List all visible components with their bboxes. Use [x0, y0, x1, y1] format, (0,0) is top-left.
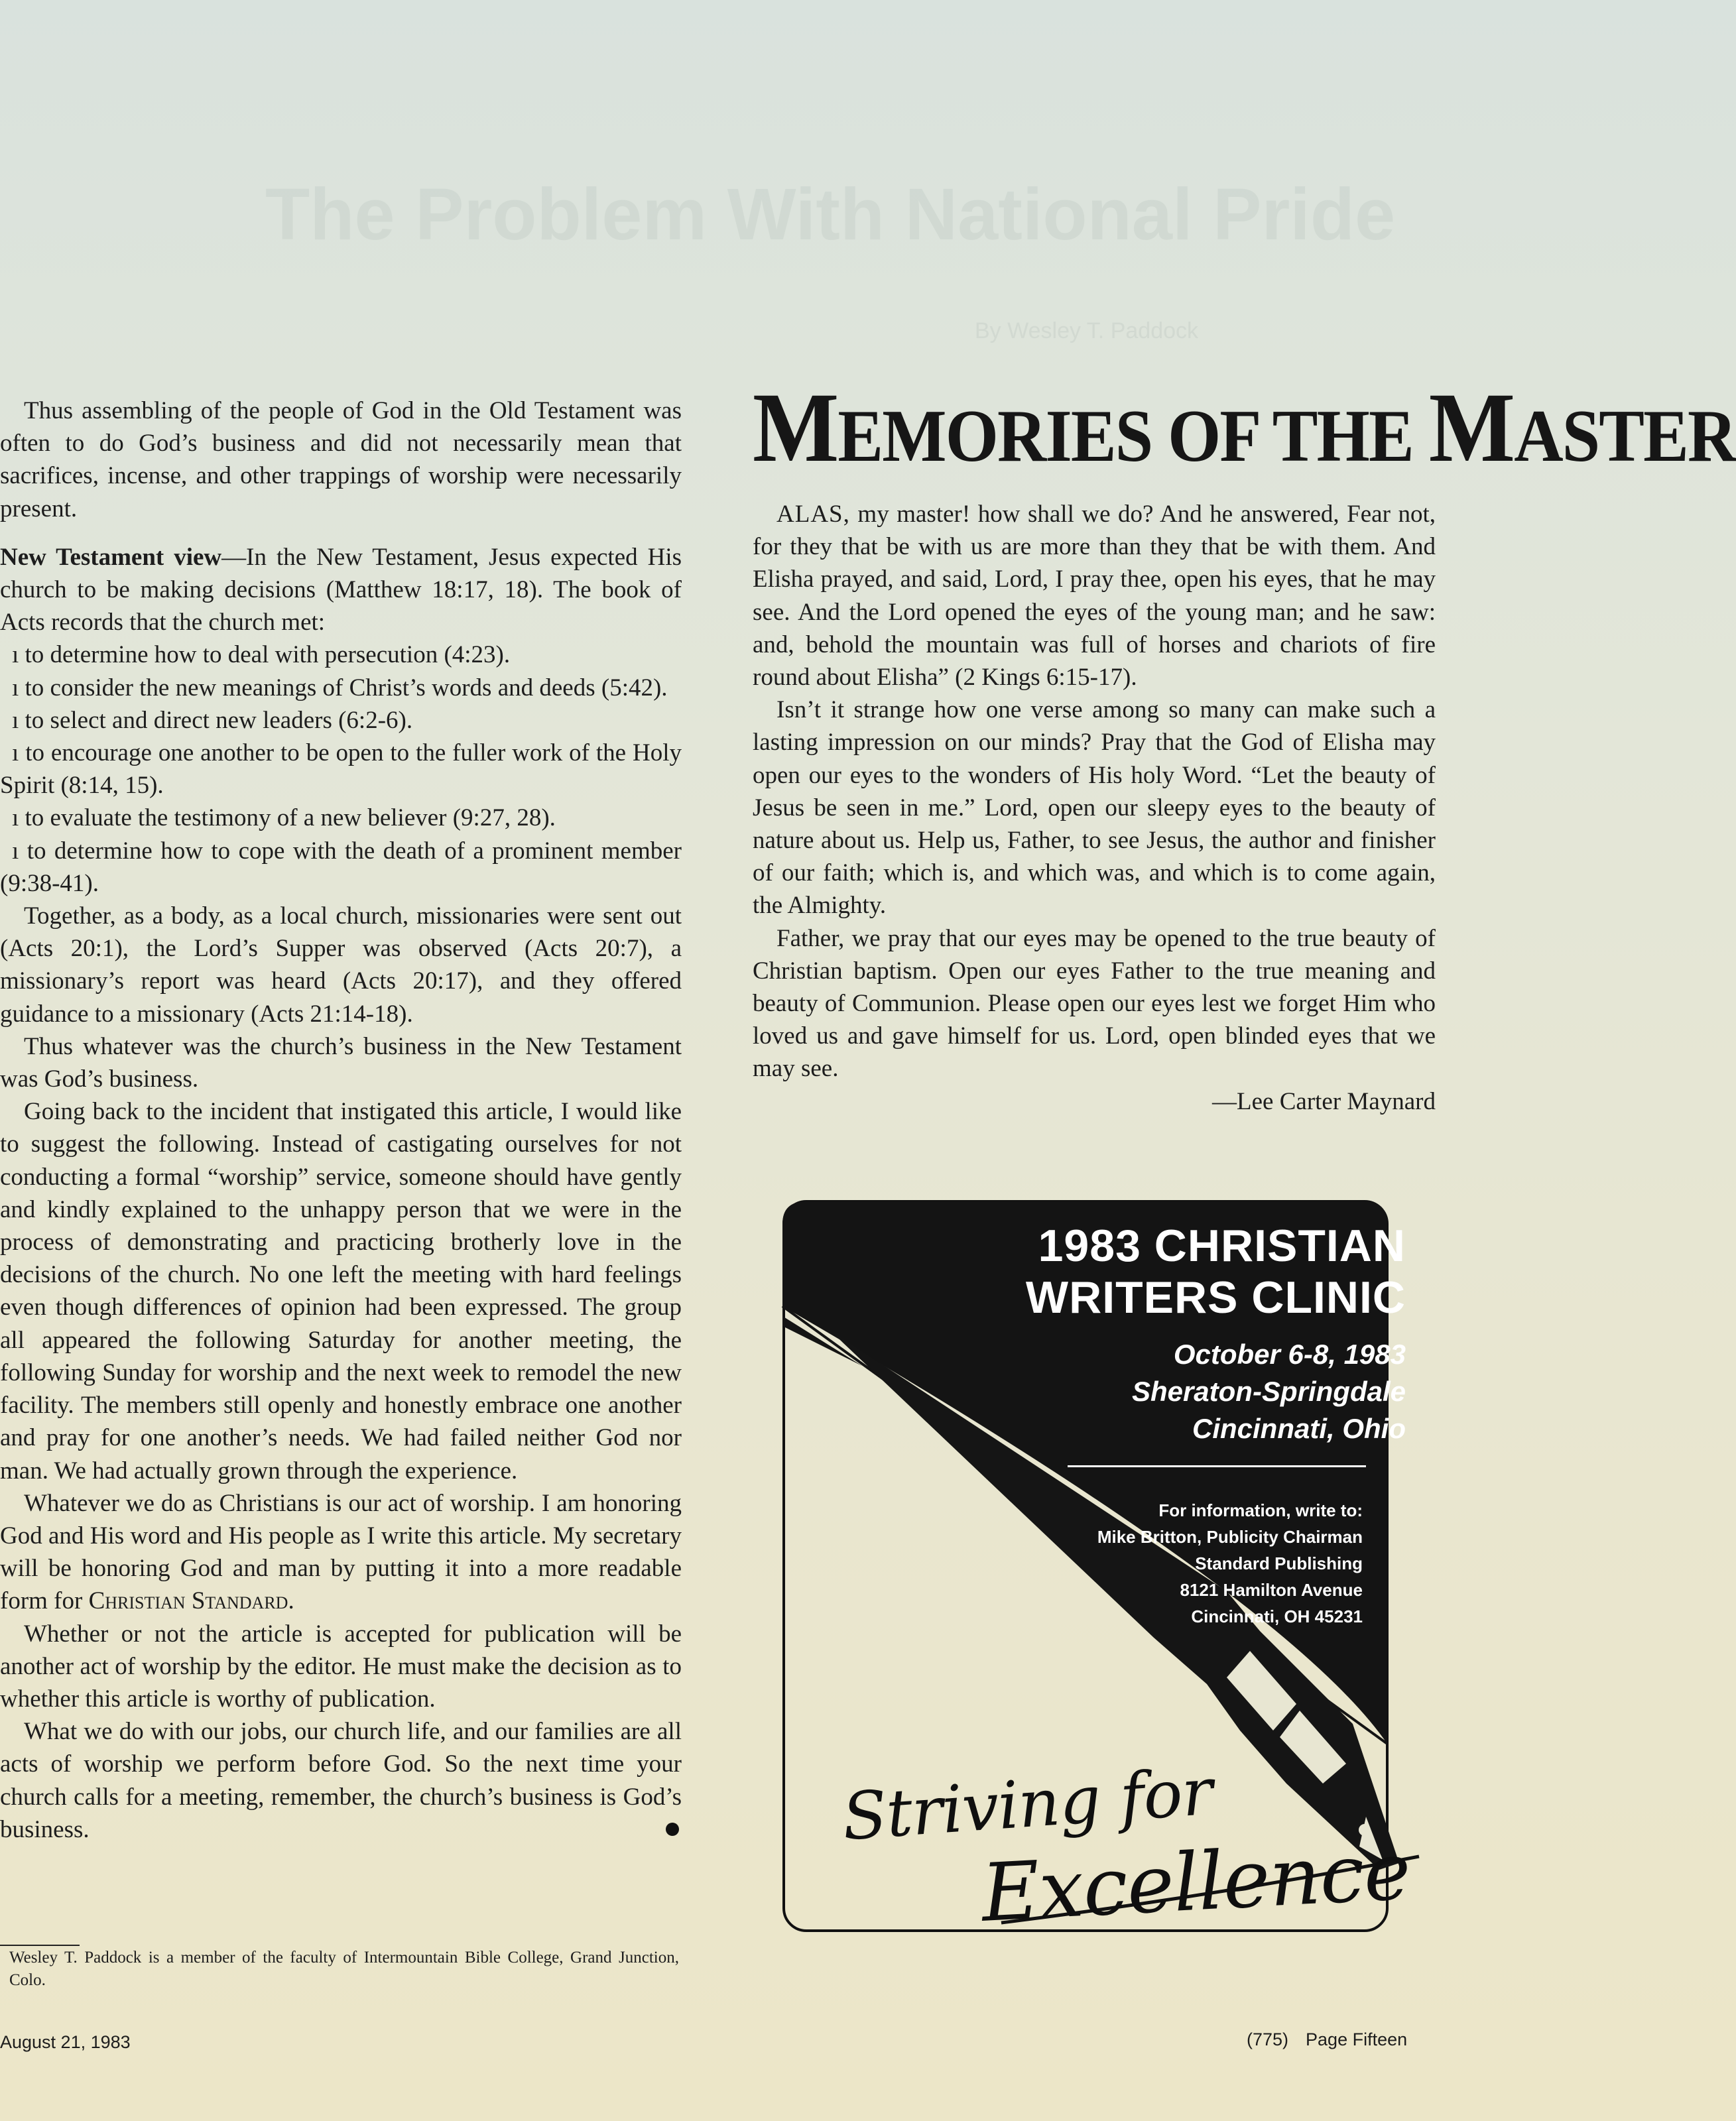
list-item: ı to determine how to deal with persecution (4:23).	[12, 641, 511, 669]
magazine-name: Christian Standard	[88, 1587, 288, 1615]
ad-slogan-line2: Excellence	[979, 1825, 1412, 1940]
bleed-through-byline: By Wesley T. Paddock	[975, 318, 1199, 343]
list-item: ı to determine how to cope with the death of a prominent member (9:38-41).	[0, 837, 682, 897]
bleed-through-title: The Problem With National Pride	[265, 174, 1396, 255]
ad-title: 1983 CHRISTIAN WRITERS CLINIC	[1025, 1221, 1406, 1323]
paragraph: ALAS, my master! how shall we do? And he answered, Fear not, for they that be with us are more than they that be with them. And Elisha prayed, and said, Lord, I pray thee, open his eyes, that he may see. And the Lord opened the eyes of the young man; and he saw: and, behold the mountain was full of horses and chariots of fire round about Elisha” (2 Kings 6:15-17).	[753, 501, 1436, 692]
article-column	[0, 394, 682, 1846]
folio-date: August 21, 1983	[0, 2032, 131, 2052]
memories-title: MEMORIES OF THE MASTER	[753, 373, 1736, 483]
paragraph: Whatever we do as Christians is our act of worship. I am honoring God and His word and His people as I write this article. My secretary will be honoring God and man by putting it into a more readable form for Christian Standard.	[0, 1489, 682, 1615]
footnote-rule	[0, 1945, 80, 1946]
memories-box	[753, 373, 1736, 1118]
list-item: ı to select and direct new leaders (6:2-6).	[12, 706, 413, 734]
page-label: Page Fifteen	[1306, 2030, 1408, 2049]
list-item: ı to evaluate the testimony of a new believer (9:27, 28).	[12, 804, 556, 832]
paragraph: What we do with our jobs, our church life, and our families are all acts of worship we perform before God. So the next time your church calls for a meeting, remember, the church’s business is God’s business.	[0, 1718, 682, 1843]
list-item: ı to consider the new meanings of Christ’s words and deeds (5:42).	[12, 674, 668, 701]
end-mark-icon	[666, 1823, 679, 1836]
ad-event-details: October 6-8, 1983 Sheraton-Springdale Cincinnati, Ohio	[1131, 1339, 1406, 1444]
paragraph: Isn’t it strange how one verse among so many can make such a lasting impression on our minds? Pray that the God of Elisha may open our eyes to the wonders of His holy Word. “Let the beauty of Jesus be seen in me.” Lord, open our sleepy eyes to the beauty of nature about us. Help us, Father, to see Jesus, the author and finisher of our faith; which is, and which was, and which is to come again, the Almighty.	[753, 696, 1436, 920]
ad-contact-info: For information, write to: Mike Britton, Publicity Chairman Standard Publishing 8121 Hamilton Avenue Cincinnati, OH 45231	[1097, 1500, 1363, 1626]
memories-body	[753, 498, 1436, 1085]
nt-paragraph	[0, 541, 682, 639]
paragraph: Whether or not the article is accepted for publication will be another act of worship by the editor. He must make the decision as to whether this article is worthy of publication.	[0, 1620, 682, 1713]
nt-intro: —In the New Testament, Jesus expected His church to be making decisions (Matthew 18:17, 18). The book of Acts records that the church met:	[0, 543, 682, 636]
paragraph: Together, as a body, as a local church, missionaries were sent out (Acts 20:1), the Lord’s Supper was observed (Acts 20:7), a missionary’s report was heard (Acts 20:17), and they offered guidance to a missionary (Acts 21:14-18).	[0, 902, 682, 1028]
ad-slogan-line1: Striving for	[839, 1754, 1215, 1856]
page-number: (775)	[1247, 2030, 1289, 2049]
section-lead: New Testament view	[0, 543, 222, 571]
paragraph: Thus whatever was the church’s business in the New Testament was God’s business.	[0, 1032, 682, 1093]
folio-page	[1247, 2030, 1407, 2050]
ad-divider	[1068, 1465, 1366, 1467]
memories-signature: —Lee Carter Maynard	[1212, 1087, 1436, 1115]
paragraph: Thus assembling of the people of God in the Old Testament was often to do God’s business and did not necessarily mean that sacrifices, incense, and other trappings of worship were necessarily present.	[0, 397, 682, 522]
paragraph: Father, we pray that our eyes may be opened to the true beauty of Christian baptism. Open our eyes Father to the true meaning and beauty of Communion. Please open our eyes lest we forget Him who loved us and gave himself for us. Lord, open blinded eyes that we may see.	[753, 924, 1436, 1083]
list-item: ı to encourage one another to be open to the fuller work of the Holy Spirit (8:14, 15).	[0, 739, 682, 800]
author-footnote: Wesley T. Paddock is a member of the faculty of Intermountain Bible College, Grand Junction, Colo.	[9, 1949, 679, 1989]
paragraph: Going back to the incident that instigated this article, I would like to suggest the following. Instead of castigating ourselves for not conducting a formal “worship” service, someone should have gently and kindly explained to the unhappy person that we were in the process of demonstrating and practicing brotherly love in the decisions of the church. No one left the meeting with hard feelings even though differences of opinion had been expressed. The group all appeared the following Saturday for another meeting, the following Sunday for worship and the next week to remodel the new facility. The members still openly and honestly embrace one another and pray for one another’s needs. We had failed neither God nor man. We had actually grown through the experience.	[0, 1098, 682, 1485]
writers-clinic-ad	[782, 1200, 1432, 1943]
